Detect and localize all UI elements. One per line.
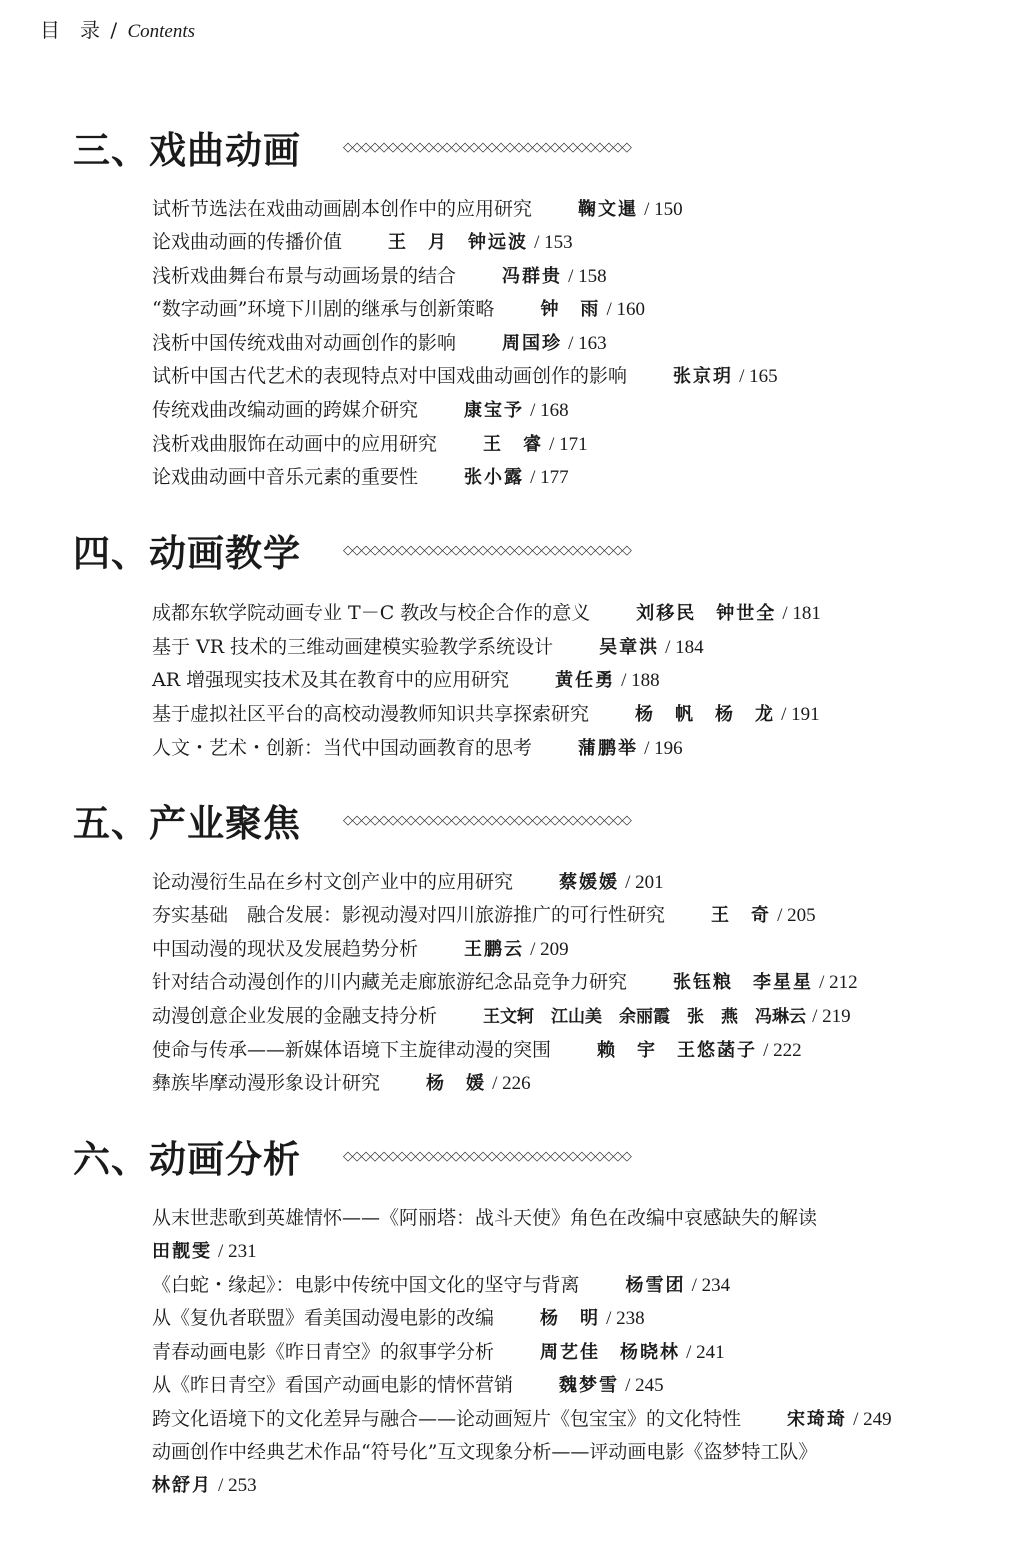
- entry-title: 试析中国古代艺术的表现特点对中国戏曲动画创作的影响: [152, 365, 628, 387]
- ornament-divider: ◇◇◇◇◇◇◇◇◇◇◇◇◇◇◇◇◇◇◇◇◇◇◇◇◇◇◇◇◇◇◇◇: [343, 542, 631, 558]
- entry-title: 基于 VR 技术的三维动画建模实验教学系统设计: [152, 636, 554, 658]
- entry-author: 杨雪团: [625, 1275, 686, 1296]
- entry-page: / 253: [218, 1475, 257, 1496]
- entry-author: 王 奇: [711, 905, 772, 926]
- entry-title: 成都东软学院动画专业 T－C 教改与校企合作的意义: [152, 602, 591, 624]
- entry-title: 使命与传承——新媒体语境下主旋律动漫的突围: [152, 1039, 552, 1061]
- ornament-divider: ◇◇◇◇◇◇◇◇◇◇◇◇◇◇◇◇◇◇◇◇◇◇◇◇◇◇◇◇◇◇◇◇: [343, 139, 631, 155]
- section-title: 四、动画教学: [73, 531, 301, 575]
- entry-page: / 184: [665, 637, 704, 658]
- entry-title: 从《复仇者联盟》看美国动漫电影的改编: [152, 1307, 495, 1329]
- entry-author: 钟 雨: [540, 299, 601, 320]
- entry-page: / 171: [549, 434, 588, 455]
- header-cn: 目 录: [40, 18, 100, 42]
- entry-title: 跨文化语境下的文化差异与融合——论动画短片《包宝宝》的文化特性: [152, 1408, 742, 1430]
- entry-author: 蒲鹏举: [578, 738, 639, 759]
- entry-author: 王文轲 江山美 余丽霞 张 燕 冯琳云: [483, 1007, 807, 1027]
- entry-page: / 160: [606, 299, 646, 320]
- entry-title: 针对结合动漫创作的川内藏羌走廊旅游纪念品竞争力研究: [152, 971, 628, 993]
- entry-author: 张钰粮 李星星: [673, 972, 814, 993]
- entry-author: 王 睿: [483, 434, 544, 455]
- section-title: 六、动画分析: [73, 1137, 301, 1181]
- entry-page: / 231: [218, 1241, 257, 1262]
- entry-page: / 181: [782, 603, 821, 624]
- entry-author: 刘移民 钟世全: [636, 603, 777, 624]
- toc-entry[interactable]: [152, 936, 569, 963]
- entry-page: / 177: [530, 467, 569, 488]
- entry-title: 论动漫衍生品在乡村文创产业中的应用研究: [152, 871, 514, 893]
- header-separator: /: [110, 18, 118, 42]
- entry-author: 张小露: [464, 467, 525, 488]
- entry-title: 浅析戏曲服饰在动画中的应用研究: [152, 433, 438, 455]
- entry-author: 周国珍: [502, 333, 563, 354]
- entry-author: 康宝予: [464, 400, 525, 421]
- toc-entry[interactable]: [152, 330, 607, 357]
- entry-page: / 226: [492, 1073, 531, 1094]
- entry-page: / 165: [739, 366, 778, 387]
- toc-entry[interactable]: [152, 397, 569, 424]
- section-title: 三、戏曲动画: [73, 128, 301, 172]
- toc-entry[interactable]: [152, 263, 607, 290]
- entry-page: / 212: [819, 972, 858, 993]
- entry-page: / 153: [534, 232, 573, 253]
- entry-author: 魏梦雪: [559, 1375, 620, 1396]
- toc-entry[interactable]: [152, 667, 660, 694]
- entry-title: “数字动画”环境下川剧的继承与创新策略: [152, 298, 495, 320]
- entry-page: / 150: [644, 199, 683, 220]
- entry-page: / 234: [691, 1275, 731, 1296]
- entry-author: 赖 宇 王悠菡子: [597, 1040, 758, 1061]
- entry-title: 彝族毕摩动漫形象设计研究: [152, 1072, 381, 1094]
- entry-title: 试析节选法在戏曲动画剧本创作中的应用研究: [152, 198, 533, 220]
- entry-author: 林舒月: [152, 1475, 212, 1496]
- entry-title: 夯实基础 融合发展：影视动漫对四川旅游推广的可行性研究: [152, 904, 666, 926]
- entry-page: / 201: [625, 872, 664, 893]
- entry-author: 王鹏云: [464, 939, 525, 960]
- toc-entry[interactable]: [152, 363, 778, 390]
- entry-title: 中国动漫的现状及发展趋势分析: [152, 938, 419, 960]
- entry-author: 王 月 钟远波: [388, 232, 529, 253]
- toc-entry-continuation[interactable]: [152, 1238, 257, 1265]
- header-en: Contents: [127, 21, 196, 42]
- toc-entry[interactable]: [152, 296, 645, 323]
- entry-author: 周艺佳 杨晓林: [540, 1342, 681, 1363]
- entry-author: 黄任勇: [555, 670, 616, 691]
- toc-entry[interactable]: [152, 1272, 730, 1299]
- entry-page: / 163: [568, 333, 607, 354]
- entry-title: 传统戏曲改编动画的跨媒介研究: [152, 399, 419, 421]
- entry-page: / 219: [812, 1006, 851, 1027]
- toc-entry[interactable]: [152, 634, 704, 661]
- entry-page: / 158: [568, 266, 607, 287]
- entry-author: 杨 帆 杨 龙: [635, 704, 776, 725]
- entry-title: 浅析中国传统戏曲对动画创作的影响: [152, 332, 457, 354]
- section-heading: [73, 120, 631, 174]
- toc-entry[interactable]: [152, 431, 588, 458]
- entry-title: 动漫创意企业发展的金融支持分析: [152, 1005, 438, 1027]
- entry-page: / 222: [763, 1040, 802, 1061]
- entry-author: 杨 媛: [426, 1073, 487, 1094]
- entry-title: 青春动画电影《昨日青空》的叙事学分析: [152, 1341, 495, 1363]
- toc-entry[interactable]: [152, 464, 569, 491]
- toc-entry[interactable]: [152, 969, 858, 996]
- toc-entry[interactable]: [152, 196, 683, 223]
- entry-title: AR 增强现实技术及其在教育中的应用研究: [152, 669, 510, 691]
- entry-title: 浅析戏曲舞台布景与动画场景的结合: [152, 265, 457, 287]
- section-heading: [73, 1129, 631, 1183]
- toc-entry[interactable]: [152, 701, 820, 728]
- toc-entry[interactable]: [152, 229, 573, 256]
- toc-entry[interactable]: [152, 1037, 802, 1064]
- entry-page: / 191: [781, 704, 820, 725]
- entry-author: 杨 明: [540, 1308, 601, 1329]
- toc-entry[interactable]: [152, 1339, 725, 1366]
- ornament-divider: ◇◇◇◇◇◇◇◇◇◇◇◇◇◇◇◇◇◇◇◇◇◇◇◇◇◇◇◇◇◇◇◇: [343, 1148, 631, 1164]
- entry-author: 吴章洪: [599, 637, 660, 658]
- entry-title: 动画创作中经典艺术作品“符号化”互文现象分析——评动画电影《盗梦特工队》: [152, 1441, 818, 1463]
- entry-title: 论戏曲动画中音乐元素的重要性: [152, 466, 419, 488]
- toc-entry[interactable]: [152, 1406, 892, 1433]
- entry-page: / 209: [530, 939, 569, 960]
- toc-entry[interactable]: [152, 902, 816, 929]
- section-title: 五、产业聚焦: [73, 801, 301, 845]
- toc-entry-continuation[interactable]: [152, 1472, 257, 1499]
- toc-entry[interactable]: [152, 869, 664, 896]
- entry-author: 冯群贵: [502, 266, 563, 287]
- entry-title: 《白蛇・缘起》：电影中传统中国文化的坚守与背离: [152, 1274, 580, 1296]
- entry-page: / 205: [777, 905, 816, 926]
- entry-author: 宋琦琦: [787, 1409, 848, 1430]
- toc-entry[interactable]: [152, 1205, 817, 1231]
- toc-entry[interactable]: [152, 600, 821, 627]
- toc-entry[interactable]: [152, 1070, 531, 1097]
- entry-author: 蔡媛媛: [559, 872, 620, 893]
- entry-page: / 241: [686, 1342, 725, 1363]
- section-heading: [73, 523, 631, 577]
- entry-title: 从《昨日青空》看国产动画电影的情怀营销: [152, 1374, 514, 1396]
- entry-page: / 188: [621, 670, 660, 691]
- entry-author: 田靓雯: [152, 1241, 212, 1262]
- toc-entry[interactable]: [152, 1003, 851, 1030]
- ornament-divider: ◇◇◇◇◇◇◇◇◇◇◇◇◇◇◇◇◇◇◇◇◇◇◇◇◇◇◇◇◇◇◇◇: [343, 812, 631, 828]
- entry-page: / 249: [853, 1409, 892, 1430]
- entry-title: 基于虚拟社区平台的高校动漫教师知识共享探索研究: [152, 703, 590, 725]
- entry-page: / 238: [606, 1308, 645, 1329]
- entry-author: 张京玥: [673, 366, 734, 387]
- toc-entry[interactable]: [152, 1372, 664, 1399]
- running-header: [40, 14, 195, 43]
- entry-page: / 245: [625, 1375, 664, 1396]
- toc-entry[interactable]: [152, 735, 683, 762]
- entry-title: 从末世悲歌到英雄情怀——《阿丽塔：战斗天使》角色在改编中哀感缺失的解读: [152, 1207, 818, 1229]
- entry-page: / 196: [644, 738, 683, 759]
- toc-entry[interactable]: [152, 1439, 817, 1465]
- entry-title: 论戏曲动画的传播价值: [152, 231, 343, 253]
- entry-page: / 168: [530, 400, 569, 421]
- entry-title: 人文・艺术・创新：当代中国动画教育的思考: [152, 737, 533, 759]
- toc-entry[interactable]: [152, 1305, 645, 1332]
- section-heading: [73, 793, 631, 847]
- entry-author: 鞠文暹: [578, 199, 639, 220]
